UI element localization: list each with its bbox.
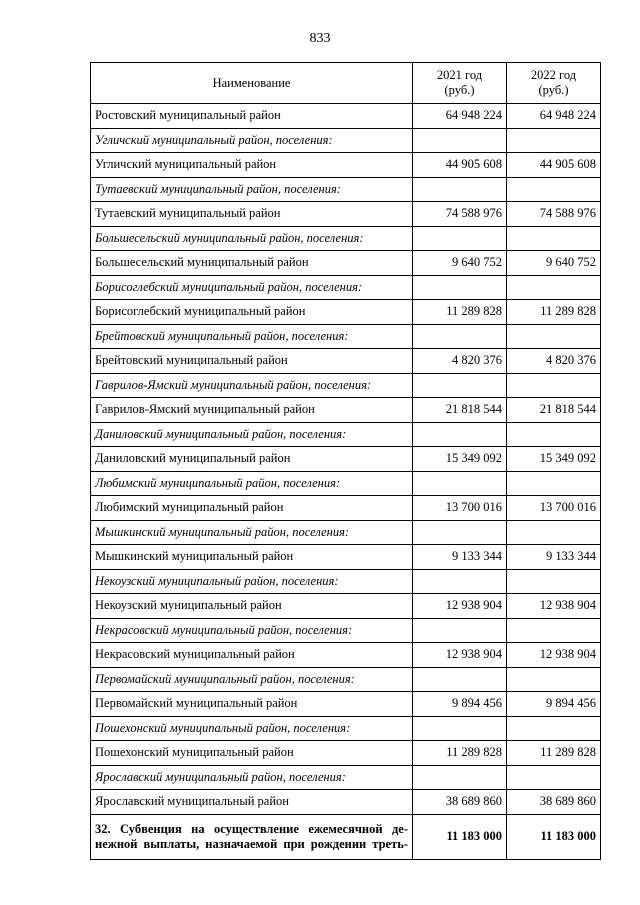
row-value-2021: 74 588 976 <box>413 202 507 227</box>
table-row <box>91 790 601 815</box>
row-value-2022 <box>507 471 601 496</box>
row-value-2021: 9 133 344 <box>413 545 507 570</box>
row-name: Любимский муниципальный район <box>91 496 413 521</box>
row-name: Брейтовский муниципальный район, поселения: <box>91 324 413 349</box>
row-value-2022: 21 818 544 <box>507 398 601 423</box>
row-name: Пошехонский муниципальный район <box>91 741 413 766</box>
row-name: Даниловский муниципальный район, поселения: <box>91 422 413 447</box>
table-row <box>91 643 601 668</box>
row-value-2022 <box>507 569 601 594</box>
row-value-2021: 64 948 224 <box>413 104 507 129</box>
row-value-2021: 11 289 828 <box>413 741 507 766</box>
table-row-subheading <box>91 569 601 594</box>
row-value-2021: 15 349 092 <box>413 447 507 472</box>
row-value-2022 <box>507 422 601 447</box>
row-value-2022: 9 640 752 <box>507 251 601 276</box>
row-value-2021: 21 818 544 <box>413 398 507 423</box>
table-row-subheading <box>91 275 601 300</box>
row-name: Брейтовский муниципальный район <box>91 349 413 374</box>
row-value-2022: 11 289 828 <box>507 741 601 766</box>
row-name: Большесельский муниципальный район, поселения: <box>91 226 413 251</box>
row-value-2022: 15 349 092 <box>507 447 601 472</box>
row-value-2022 <box>507 177 601 202</box>
table-row <box>91 741 601 766</box>
table-row <box>91 594 601 619</box>
row-value-2021 <box>413 373 507 398</box>
table-row <box>91 251 601 276</box>
row-name: Тутаевский муниципальный район <box>91 202 413 227</box>
row-value-2021 <box>413 275 507 300</box>
row-name: Ярославский муниципальный район, поселения: <box>91 765 413 790</box>
row-value-2021 <box>413 520 507 545</box>
row-value-2022: 74 588 976 <box>507 202 601 227</box>
header-2022-year: 2022 год <box>530 68 577 82</box>
table-row-subheading <box>91 324 601 349</box>
row-value-2021: 12 938 904 <box>413 594 507 619</box>
row-value-2022 <box>507 128 601 153</box>
table-body <box>91 104 601 860</box>
row-value-2022: 12 938 904 <box>507 594 601 619</box>
row-value-2021 <box>413 618 507 643</box>
row-value-2021: 13 700 016 <box>413 496 507 521</box>
row-name: Первомайский муниципальный район, поселения: <box>91 667 413 692</box>
table-row-subheading <box>91 765 601 790</box>
row-value-2022 <box>507 618 601 643</box>
row-value-2021 <box>413 324 507 349</box>
row-value-2022: 9 133 344 <box>507 545 601 570</box>
total-row-name <box>91 814 413 859</box>
row-value-2021: 9 894 456 <box>413 692 507 717</box>
header-name: Наименование <box>91 63 413 104</box>
row-name: Мышкинский муниципальный район <box>91 545 413 570</box>
table-row-subheading <box>91 177 601 202</box>
row-value-2022 <box>507 373 601 398</box>
table-header <box>91 63 601 104</box>
table-row-subheading <box>91 667 601 692</box>
table-row <box>91 398 601 423</box>
table-row-subheading <box>91 618 601 643</box>
row-value-2021 <box>413 471 507 496</box>
row-value-2022: 11 289 828 <box>507 300 601 325</box>
row-name: Некрасовский муниципальный район <box>91 643 413 668</box>
row-value-2022: 12 938 904 <box>507 643 601 668</box>
table-row-subheading <box>91 226 601 251</box>
row-value-2022 <box>507 716 601 741</box>
row-value-2021: 9 640 752 <box>413 251 507 276</box>
row-value-2021 <box>413 177 507 202</box>
row-value-2021 <box>413 569 507 594</box>
row-value-2022 <box>507 765 601 790</box>
row-value-2021 <box>413 667 507 692</box>
table-row <box>91 202 601 227</box>
table-row <box>91 153 601 178</box>
row-value-2021 <box>413 226 507 251</box>
row-value-2021 <box>413 422 507 447</box>
row-value-2021 <box>413 716 507 741</box>
table-row <box>91 545 601 570</box>
row-value-2022 <box>507 667 601 692</box>
page-number: 833 <box>309 31 331 46</box>
row-value-2022: 4 820 376 <box>507 349 601 374</box>
table-row-subheading <box>91 471 601 496</box>
table-row-subheading <box>91 716 601 741</box>
row-value-2021: 38 689 860 <box>413 790 507 815</box>
row-name: Некрасовский муниципальный район, поселения: <box>91 618 413 643</box>
row-value-2022 <box>507 275 601 300</box>
row-name: Угличский муниципальный район, поселения: <box>91 128 413 153</box>
row-value-2021 <box>413 765 507 790</box>
total-row <box>91 814 601 859</box>
row-value-2021: 12 938 904 <box>413 643 507 668</box>
table-row-subheading <box>91 520 601 545</box>
row-name: Мышкинский муниципальный район, поселения: <box>91 520 413 545</box>
row-name: Пошехонский муниципальный район, поселения: <box>91 716 413 741</box>
row-name: Некоузский муниципальный район, поселения: <box>91 569 413 594</box>
table-row-subheading <box>91 422 601 447</box>
total-row-2022: 11 183 000 <box>507 814 601 859</box>
row-value-2022: 38 689 860 <box>507 790 601 815</box>
total-row-name-line2: нежной выплаты, назначаемой при рождении треть- <box>95 836 408 851</box>
row-name: Ростовский муниципальный район <box>91 104 413 129</box>
table-row-subheading <box>91 373 601 398</box>
row-name: Угличский муниципальный район <box>91 153 413 178</box>
table-row <box>91 692 601 717</box>
header-2021-year: 2021 год <box>436 68 483 82</box>
row-value-2022 <box>507 324 601 349</box>
row-name: Большесельский муниципальный район <box>91 251 413 276</box>
table-row <box>91 300 601 325</box>
row-name: Любимский муниципальный район, поселения: <box>91 471 413 496</box>
row-name: Тутаевский муниципальный район, поселения: <box>91 177 413 202</box>
row-name: Первомайский муниципальный район <box>91 692 413 717</box>
total-row-name-line1: 32. Субвенция на осуществление ежемесячной де- <box>95 821 408 836</box>
row-value-2021: 4 820 376 <box>413 349 507 374</box>
total-row-2021: 11 183 000 <box>413 814 507 859</box>
row-value-2022 <box>507 520 601 545</box>
row-value-2022: 9 894 456 <box>507 692 601 717</box>
table-row <box>91 496 601 521</box>
row-value-2022: 44 905 608 <box>507 153 601 178</box>
row-name: Некоузский муниципальный район <box>91 594 413 619</box>
header-2021-unit: (руб.) <box>444 83 475 97</box>
row-name: Гаврилов-Ямский муниципальный район, поселения: <box>91 373 413 398</box>
row-value-2022 <box>507 226 601 251</box>
table-row <box>91 104 601 129</box>
row-name: Даниловский муниципальный район <box>91 447 413 472</box>
row-name: Гаврилов-Ямский муниципальный район <box>91 398 413 423</box>
row-name: Ярославский муниципальный район <box>91 790 413 815</box>
row-value-2022: 64 948 224 <box>507 104 601 129</box>
row-value-2021: 11 289 828 <box>413 300 507 325</box>
row-value-2021 <box>413 128 507 153</box>
row-name: Борисоглебский муниципальный район, поселения: <box>91 275 413 300</box>
row-name: Борисоглебский муниципальный район <box>91 300 413 325</box>
table-row-subheading <box>91 128 601 153</box>
table-row <box>91 349 601 374</box>
row-value-2022: 13 700 016 <box>507 496 601 521</box>
table-row <box>91 447 601 472</box>
header-2022 <box>507 63 601 104</box>
header-row <box>91 63 601 104</box>
row-value-2021: 44 905 608 <box>413 153 507 178</box>
budget-table <box>90 62 601 860</box>
header-2021 <box>413 63 507 104</box>
header-2022-unit: (руб.) <box>538 83 569 97</box>
